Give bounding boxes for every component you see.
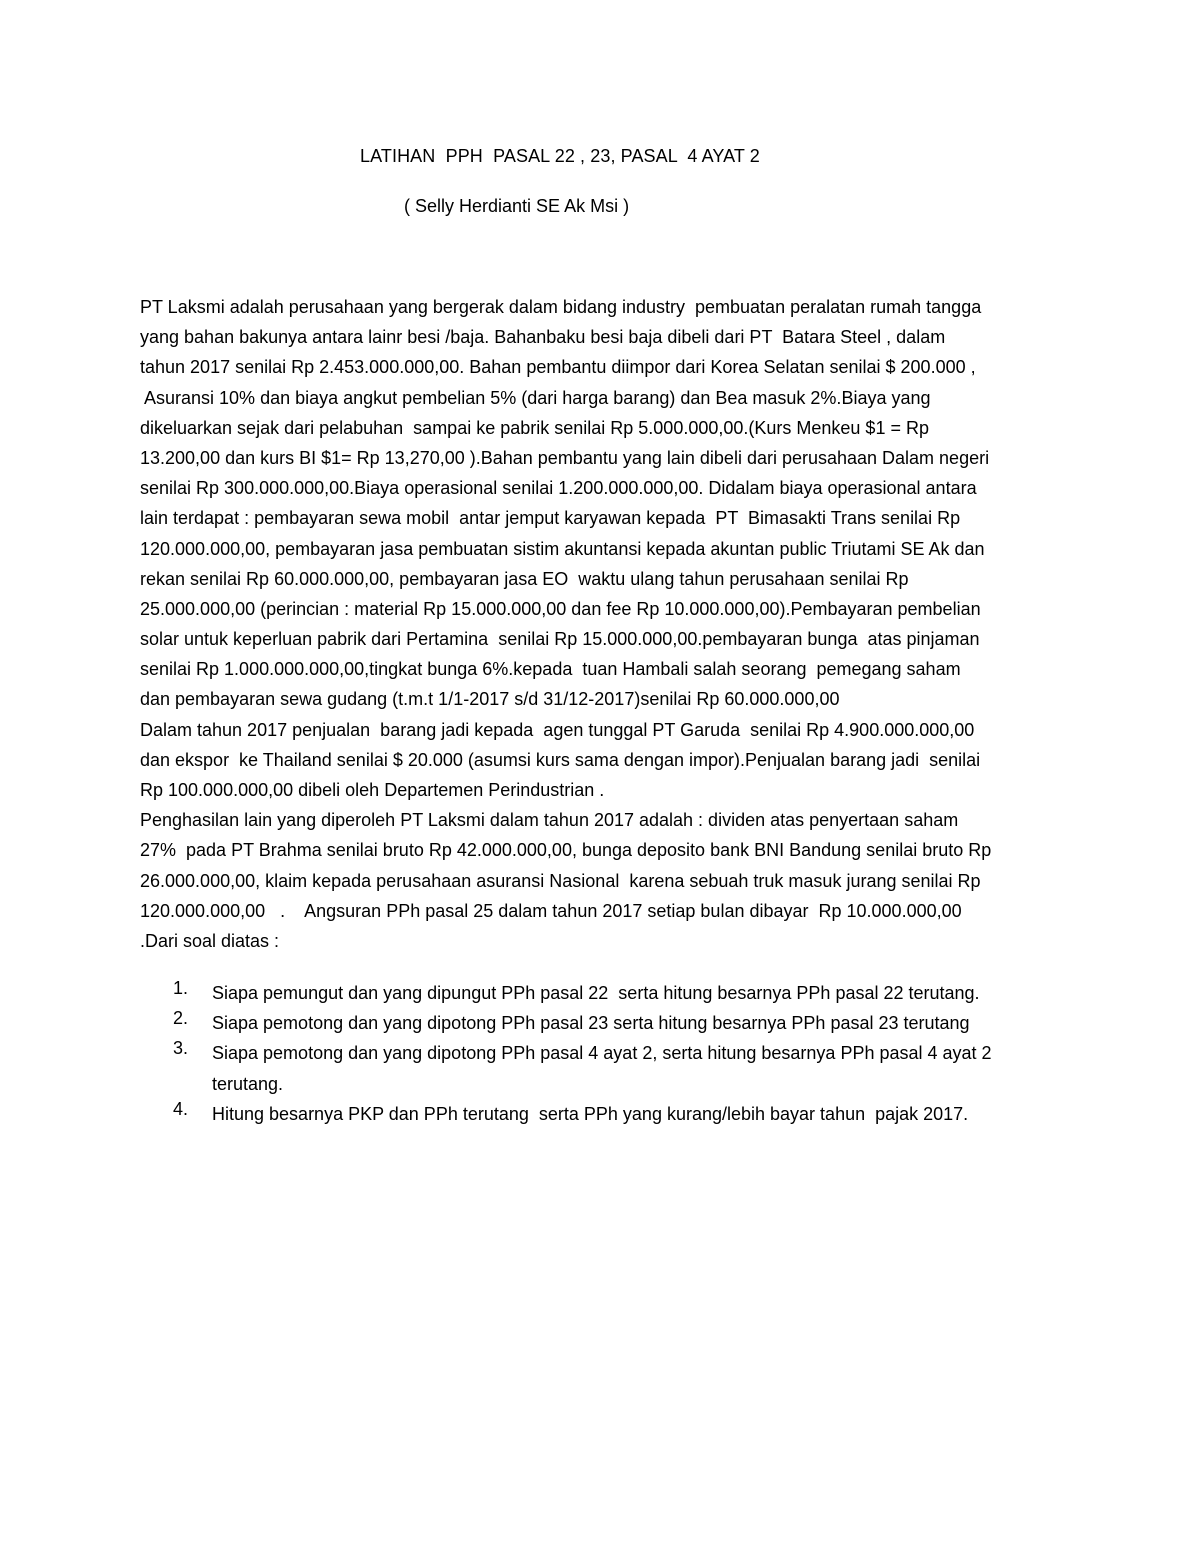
question-text: Siapa pemotong dan yang dipotong PPh pasal 4 ayat 2, serta hitung besarnya PPh pasal 4 ayat 2 — [212, 1043, 992, 1064]
document-title: LATIHAN PPH PASAL 22 , 23, PASAL 4 AYAT 2 — [360, 146, 760, 166]
body-line: Penghasilan lain yang diperoleh PT Laksmi dalam tahun 2017 adalah : dividen atas penyertaan saham — [140, 810, 959, 831]
question-number: 2. — [173, 1008, 189, 1029]
body-line: Dalam tahun 2017 penjualan barang jadi kepada agen tunggal PT Garuda senilai Rp 4.900.000.000,00 — [140, 719, 975, 740]
question-number: 1. — [173, 978, 189, 998]
body-line: 25.000.000,00 (perincian : material Rp 15.000.000,00 dan fee Rp 10.000.000,00).Pembayaran pembelian — [140, 598, 981, 619]
question-text: Siapa pemotong dan yang dipotong PPh pasal 23 serta hitung besarnya PPh pasal 23 terutang — [212, 1013, 970, 1034]
question-list — [140, 978, 1100, 1129]
body-line: Rp 100.000.000,00 dibeli oleh Departemen Perindustrian . — [140, 780, 605, 800]
body-line: PT Laksmi adalah perusahaan yang bergerak dalam bidang industry pembuatan peralatan rumah tangga — [140, 297, 982, 317]
body-line: yang bahan bakunya antara lainr besi /baja. Bahanbaku besi baja dibeli dari PT Batara Steel , dalam — [140, 327, 946, 348]
body-line: .Dari soal diatas : — [140, 930, 280, 951]
body-line: senilai Rp 300.000.000,00.Biaya operasional senilai 1.200.000.000,00. Didalam biaya operasional antara — [140, 478, 977, 499]
body-line: 120.000.000,00 . Angsuran PPh pasal 25 dalam tahun 2017 setiap bulan dibayar Rp 10.000.000,00 — [140, 900, 962, 921]
question-text: terutang. — [212, 1073, 284, 1094]
body-line: lain terdapat : pembayaran sewa mobil antar jemput karyawan kepada PT Bimasakti Trans senilai Rp — [140, 508, 961, 529]
body-line: Asuransi 10% dan biaya angkut pembelian 5% (dari harga barang) dan Bea masuk 2%.Biaya yang — [140, 387, 931, 408]
body-line: 120.000.000,00, pembayaran jasa pembuatan sistim akuntansi kepada akuntan public Triutami SE Ak dan — [140, 538, 985, 559]
body-paragraph — [140, 292, 1100, 956]
body-line: 13.200,00 dan kurs BI $1= Rp 13,270,00 ).Bahan pembantu yang lain dibeli dari perusahaan Dalam negeri — [140, 447, 990, 468]
question-item — [140, 1038, 1100, 1098]
body-line: dan ekspor ke Thailand senilai $ 20.000 (asumsi kurs sama dengan impor).Penjualan barang jadi senilai — [140, 749, 981, 770]
body-line: senilai Rp 1.000.000.000,00,tingkat bunga 6%.kepada tuan Hambali salah seorang pemegang saham — [140, 659, 961, 680]
document-author: ( Selly Herdianti SE Ak Msi ) — [404, 196, 630, 216]
question-item — [140, 1099, 1100, 1129]
question-number: 3. — [173, 1038, 189, 1059]
body-line: 26.000.000,00, klaim kepada perusahaan asuransi Nasional karena sebuah truk masuk jurang senilai Rp — [140, 870, 981, 891]
question-number: 4. — [173, 1098, 189, 1119]
body-line: solar untuk keperluan pabrik dari Pertamina senilai Rp 15.000.000,00.pembayaran bunga atas pinjaman — [140, 629, 980, 650]
body-line: 27% pada PT Brahma senilai bruto Rp 42.000.000,00, bunga deposito bank BNI Bandung senilai bruto Rp — [140, 840, 992, 861]
body-line: dikeluarkan sejak dari pelabuhan sampai ke pabrik senilai Rp 5.000.000,00.(Kurs Menkeu $1 = Rp — [140, 417, 929, 438]
question-item — [140, 978, 1100, 1008]
body-line: dan pembayaran sewa gudang (t.m.t 1/1-2017 s/d 31/12-2017)senilai Rp 60.000.000,00 — [140, 689, 840, 710]
question-text: Siapa pemungut dan yang dipungut PPh pasal 22 serta hitung besarnya PPh pasal 22 terutang. — [212, 983, 980, 1003]
body-line: tahun 2017 senilai Rp 2.453.000.000,00. Bahan pembantu diimpor dari Korea Selatan senilai $ 200.000 , — [140, 357, 976, 378]
body-line: rekan senilai Rp 60.000.000,00, pembayaran jasa EO waktu ulang tahun perusahaan senilai Rp — [140, 568, 909, 589]
question-item — [140, 1008, 1100, 1038]
question-text: Hitung besarnya PKP dan PPh terutang serta PPh yang kurang/lebih bayar tahun pajak 2017. — [212, 1103, 969, 1124]
